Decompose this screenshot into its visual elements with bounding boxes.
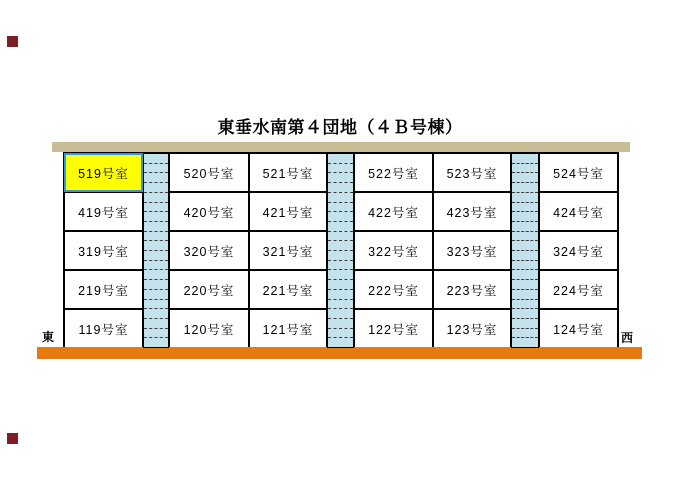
- stair-step-line: [512, 329, 538, 339]
- room-cell: 223号室: [433, 270, 511, 309]
- stair-step-line: [328, 290, 353, 300]
- stair-step-line: [328, 212, 353, 222]
- stair-step-line: [328, 183, 353, 193]
- room-cell: 120号室: [169, 309, 249, 348]
- stair-step-line: [328, 338, 353, 347]
- stair-step-line: [144, 251, 168, 261]
- stair-step-line: [144, 319, 168, 329]
- stair-step-line: [144, 300, 168, 310]
- stairwell-column: [327, 153, 354, 348]
- stair-step-line: [328, 329, 353, 339]
- room-cell: 119号室: [64, 309, 143, 348]
- room-cell: 323号室: [433, 231, 511, 270]
- room-cell: 420号室: [169, 192, 249, 231]
- stair-step-line: [512, 154, 538, 164]
- stair-step-line: [512, 319, 538, 329]
- stair-step-line: [144, 203, 168, 213]
- room-cell: 122号室: [354, 309, 433, 348]
- corner-marker-bottom: [7, 433, 18, 444]
- stair-step-line: [328, 319, 353, 329]
- room-cell: 224号室: [539, 270, 618, 309]
- stair-step-line: [512, 251, 538, 261]
- stair-step-line: [144, 241, 168, 251]
- stair-step-line: [328, 193, 353, 203]
- stair-step-line: [512, 241, 538, 251]
- west-compass-label: 西: [621, 331, 634, 345]
- stair-step-line: [328, 251, 353, 261]
- room-cell: 124号室: [539, 309, 618, 348]
- stair-step-line: [328, 173, 353, 183]
- stair-step-line: [328, 280, 353, 290]
- room-cell: 522号室: [354, 153, 433, 192]
- room-cell[interactable]: 519号室: [64, 153, 143, 192]
- stair-step-line: [328, 241, 353, 251]
- room-cell: 222号室: [354, 270, 433, 309]
- room-cell: 123号室: [433, 309, 511, 348]
- room-cell: 219号室: [64, 270, 143, 309]
- stair-step-line: [328, 300, 353, 310]
- stair-step-line: [144, 270, 168, 280]
- stair-step-line: [512, 309, 538, 319]
- room-cell: 220号室: [169, 270, 249, 309]
- stair-step-line: [512, 261, 538, 271]
- page-title: 東垂水南第４団地（４Ｂ号棟）: [217, 118, 463, 137]
- room-cell: 419号室: [64, 192, 143, 231]
- stair-step-line: [144, 232, 168, 242]
- room-cell: 421号室: [249, 192, 327, 231]
- stair-step-line: [512, 173, 538, 183]
- stair-step-line: [512, 222, 538, 232]
- stair-step-line: [512, 203, 538, 213]
- stair-step-line: [144, 193, 168, 203]
- stair-step-line: [328, 232, 353, 242]
- stair-step-line: [328, 203, 353, 213]
- room-cell: 424号室: [539, 192, 618, 231]
- stair-step-line: [512, 164, 538, 174]
- stair-step-line: [512, 232, 538, 242]
- stair-step-line: [512, 280, 538, 290]
- room-cell: 422号室: [354, 192, 433, 231]
- room-cell: 319号室: [64, 231, 143, 270]
- room-cell: 520号室: [169, 153, 249, 192]
- stair-step-line: [144, 309, 168, 319]
- stair-step-line: [144, 329, 168, 339]
- stair-step-line: [144, 338, 168, 347]
- corner-marker-top: [7, 36, 18, 47]
- room-cell: 523号室: [433, 153, 511, 192]
- stair-step-line: [512, 193, 538, 203]
- stair-step-line: [144, 222, 168, 232]
- stair-step-line: [512, 212, 538, 222]
- room-cell: 423号室: [433, 192, 511, 231]
- stairwell-column: [511, 153, 539, 348]
- stair-step-line: [328, 164, 353, 174]
- room-cell: 521号室: [249, 153, 327, 192]
- stair-step-line: [512, 183, 538, 193]
- stair-step-line: [512, 290, 538, 300]
- stair-step-line: [328, 261, 353, 271]
- east-compass-label: 東: [42, 330, 55, 344]
- room-cell: 320号室: [169, 231, 249, 270]
- stair-step-line: [144, 183, 168, 193]
- stair-step-line: [144, 154, 168, 164]
- room-cell: 221号室: [249, 270, 327, 309]
- room-cell: 321号室: [249, 231, 327, 270]
- stair-step-line: [512, 338, 538, 347]
- stair-step-line: [328, 270, 353, 280]
- stair-step-line: [144, 280, 168, 290]
- stair-step-line: [328, 222, 353, 232]
- stair-step-line: [144, 164, 168, 174]
- room-cell: 324号室: [539, 231, 618, 270]
- stair-step-line: [328, 154, 353, 164]
- roof-bar: [52, 142, 630, 152]
- room-cell: 121号室: [249, 309, 327, 348]
- stair-step-line: [512, 270, 538, 280]
- stair-step-line: [328, 309, 353, 319]
- stair-step-line: [144, 212, 168, 222]
- building-grid: [63, 152, 619, 349]
- ground-bar: [37, 347, 642, 359]
- stair-step-line: [512, 300, 538, 310]
- room-cell: 524号室: [539, 153, 618, 192]
- stairwell-column: [143, 153, 169, 348]
- room-cell: 322号室: [354, 231, 433, 270]
- stair-step-line: [144, 173, 168, 183]
- stair-step-line: [144, 261, 168, 271]
- stair-step-line: [144, 290, 168, 300]
